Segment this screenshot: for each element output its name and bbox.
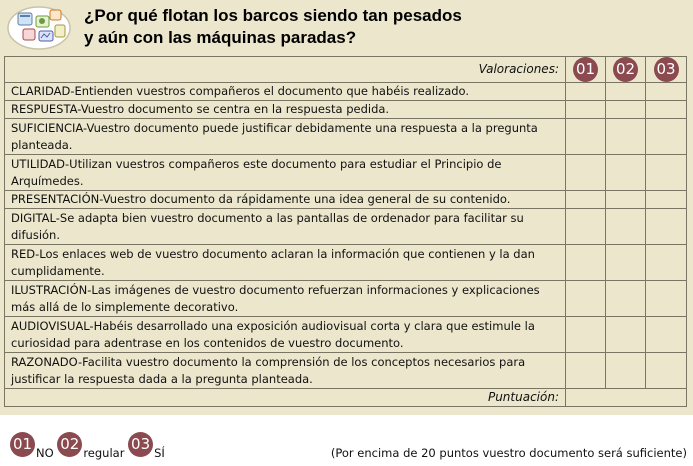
score-cell-02[interactable] [606, 155, 646, 191]
score-cell-03[interactable] [646, 281, 687, 317]
criterion-line: CLARIDAD-Entienden vuestros compañeros el documento que habéis realizado. [11, 84, 470, 98]
table-row [5, 281, 687, 317]
table-row [5, 101, 687, 119]
score-cell-02[interactable] [606, 209, 646, 245]
criterion-line: UTILIDAD-Utilizan vuestros compañeros este documento para estudiar el Principio de [11, 156, 502, 171]
criterion-cell [5, 209, 566, 245]
legend-item-regular [57, 432, 125, 460]
score-cell-02[interactable] [606, 101, 646, 119]
criterion-cell [5, 101, 566, 119]
score-cell-01[interactable] [566, 119, 606, 155]
criterion-cell [5, 353, 566, 389]
score-cell-01[interactable] [566, 191, 606, 209]
legend-badge-03: 03 [128, 432, 153, 457]
score-header-01 [566, 57, 606, 83]
total-score-cell[interactable] [566, 389, 687, 407]
score-cell-03[interactable] [646, 101, 687, 119]
criterion-line: curiosidad para adentrase en los contenidos de vuestro documento. [11, 335, 404, 350]
page-title [84, 5, 462, 49]
criterion-line: RED-Los enlaces web de vuestro documento aclaran la información que contienen y la dan [11, 246, 535, 261]
score-cell-03[interactable] [646, 155, 687, 191]
legend-text-regular: regular [83, 446, 125, 460]
criterion-cell [5, 317, 566, 353]
score-cell-01[interactable] [566, 209, 606, 245]
criterion-cell [5, 155, 566, 191]
score-cell-02[interactable] [606, 83, 646, 101]
legend [10, 432, 165, 460]
score-cell-02[interactable] [606, 353, 646, 389]
score-cell-03[interactable] [646, 83, 687, 101]
table-header-row [5, 57, 687, 83]
valoraciones-label: Valoraciones: [5, 57, 566, 83]
table-row [5, 353, 687, 389]
title-line-2: y aún con las máquinas paradas? [84, 28, 357, 47]
legend-badge-02: 02 [57, 432, 82, 457]
rubric-table [4, 56, 687, 407]
legend-item-no [10, 432, 54, 460]
criterion-line: RAZONADO-Facilita vuestro documento la comprensión de los conceptos necesarios para [11, 354, 526, 369]
score-cell-01[interactable] [566, 83, 606, 101]
header [0, 0, 693, 55]
criterion-line: cumplidamente. [11, 263, 105, 278]
score-badge-02: 02 [613, 57, 638, 82]
criterion-line: planteada. [11, 137, 73, 152]
score-header-02 [606, 57, 646, 83]
score-cell-03[interactable] [646, 209, 687, 245]
score-cell-02[interactable] [606, 317, 646, 353]
criterion-line: más allá de lo simplemente decorativo. [11, 299, 239, 314]
table-row [5, 317, 687, 353]
score-badge-03: 03 [654, 57, 679, 82]
criterion-line: RESPUESTA-Vuestro documento se centra en la respuesta pedida. [11, 102, 390, 116]
score-cell-03[interactable] [646, 317, 687, 353]
score-cell-01[interactable] [566, 101, 606, 119]
table-row [5, 155, 687, 191]
criterion-cell [5, 83, 566, 101]
score-cell-03[interactable] [646, 191, 687, 209]
score-cell-01[interactable] [566, 317, 606, 353]
criterion-cell [5, 119, 566, 155]
table-row [5, 209, 687, 245]
criterion-line: PRESENTACIÓN-Vuestro documento da rápidamente una idea general de su contenido. [11, 192, 511, 206]
criterion-cell [5, 191, 566, 209]
score-cell-02[interactable] [606, 119, 646, 155]
criterion-line: Arquímedes. [11, 173, 84, 188]
legend-text-no: NO [36, 446, 54, 460]
legend-text-si: SÍ [154, 446, 165, 460]
score-cell-01[interactable] [566, 245, 606, 281]
criterion-line: DIGITAL-Se adapta bien vuestro documento a las pantallas de ordenador para facilitar su [11, 210, 524, 225]
criterion-line: ILUSTRACIÓN-Las imágenes de vuestro documento refuerzan informaciones y explicaciones [11, 282, 540, 297]
score-cell-03[interactable] [646, 353, 687, 389]
legend-badge-01: 01 [10, 432, 35, 457]
score-cell-01[interactable] [566, 155, 606, 191]
score-cell-03[interactable] [646, 245, 687, 281]
table-row [5, 191, 687, 209]
score-cell-01[interactable] [566, 353, 606, 389]
score-cell-02[interactable] [606, 191, 646, 209]
passing-note: (Por encima de 20 puntos vuestro documento será suficiente) [330, 446, 687, 460]
document-icons-illustration [6, 4, 72, 51]
table-row [5, 119, 687, 155]
score-cell-01[interactable] [566, 281, 606, 317]
table-row [5, 83, 687, 101]
criterion-line: SUFICIENCIA-Vuestro documento puede justificar debidamente una respuesta a la pregunta [11, 120, 538, 135]
criterion-cell [5, 281, 566, 317]
score-header-03 [646, 57, 687, 83]
criterion-line: AUDIOVISUAL-Habéis desarrollado una exposición audiovisual corta y clara que estimule la [11, 318, 535, 333]
criterion-line: difusión. [11, 227, 60, 242]
score-badge-01: 01 [573, 57, 598, 82]
title-line-1: ¿Por qué flotan los barcos siendo tan pesados [84, 6, 462, 25]
legend-item-si [128, 432, 165, 460]
table-row [5, 245, 687, 281]
score-cell-02[interactable] [606, 245, 646, 281]
puntuacion-label: Puntuación: [5, 389, 566, 407]
criterion-cell [5, 245, 566, 281]
table-footer-row [5, 389, 687, 407]
score-cell-03[interactable] [646, 119, 687, 155]
criterion-line: justificar la respuesta dada a la pregunta planteada. [11, 371, 313, 386]
score-cell-02[interactable] [606, 281, 646, 317]
